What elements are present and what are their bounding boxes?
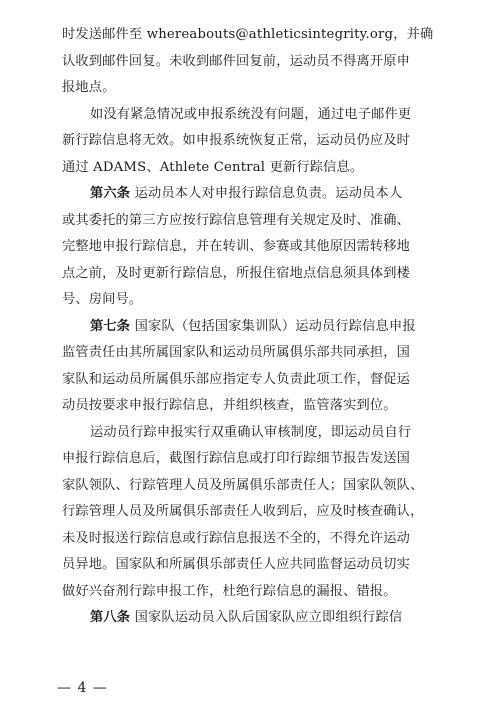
text-line: 申报行踪信息后，截图行踪信息或打印行踪细节报告发送国 xyxy=(62,451,411,466)
text-line: 认收到邮件回复。未收到邮件回复前，运动员不得离开原申 xyxy=(62,53,411,69)
article-first-line xyxy=(62,181,450,208)
text-line: 动员按要求申报行踪信息，并组织核查，监管落实到位。 xyxy=(62,398,397,413)
text-line: 时发送邮件至 whereabouts@athleticsintegrity.org，并确 xyxy=(62,27,434,42)
document-body xyxy=(62,22,450,632)
text-line: 或其委托的第三方应按行踪信息管理有关规定及时、准确、 xyxy=(62,212,411,228)
article-text: 国家队运动员入队后国家队应立即组织行踪信 xyxy=(134,610,403,625)
text-line: 通过 ADAMS、Athlete Central 更新行踪信息。 xyxy=(62,159,364,175)
article-first-line xyxy=(62,314,450,341)
article-heading: 第八条 xyxy=(90,610,131,625)
article-7 xyxy=(62,314,450,420)
text-line: 点之前，及时更新行踪信息，所报住宿地点信息须具体到楼 xyxy=(62,265,411,281)
text-line: 家队领队、行踪管理人员及所属俱乐部责任人；国家队领队、 xyxy=(62,477,424,493)
article-text: 国家队（包括国家集训队）运动员行踪信息申报 xyxy=(134,318,416,334)
text-line: 号、房间号。 xyxy=(62,292,143,307)
article-6 xyxy=(62,181,450,314)
text-line: 新行踪信息将无效。如申报系统恢复正常，运动员仍应及时 xyxy=(62,133,411,148)
text-line: 监管责任由其所属国家队和运动员所属俱乐部共同承担，国 xyxy=(62,345,411,360)
article-first-line xyxy=(62,605,450,632)
text-line: 做好兴奋剂行踪申报工作，杜绝行踪信息的漏报、错报。 xyxy=(62,583,397,599)
page-number: — 4 — xyxy=(57,680,108,696)
article-heading: 第七条 xyxy=(90,318,131,334)
paragraph-2 xyxy=(62,102,450,182)
article-text: 运动员本人对申报行踪信息负责。运动员本人 xyxy=(134,186,403,201)
text-line: 行踪管理人员及所属俱乐部责任人收到后，应及时核查确认， xyxy=(62,504,424,519)
article-heading: 第六条 xyxy=(90,186,131,201)
text-line: 完整地申报行踪信息，并在转训、参赛或其他原因需转移地 xyxy=(62,239,411,254)
paragraph-5 xyxy=(62,420,450,606)
text-line: 员异地。国家队和所属俱乐部责任人应共同监督运动员切实 xyxy=(62,557,411,572)
text-line: 运动员行踪申报实行双重确认审核制度，即运动员自行 xyxy=(90,424,412,440)
paragraph-1 xyxy=(62,22,450,102)
text-line: 家队和运动员所属俱乐部应指定专人负责此项工作，督促运 xyxy=(62,371,411,387)
text-line: 未及时报送行踪信息或行踪信息报送不全的，不得允许运动 xyxy=(62,530,411,546)
article-8 xyxy=(62,605,450,632)
text-line: 如没有紧急情况或申报系统没有问题，通过电子邮件更 xyxy=(90,106,412,122)
text-line: 报地点。 xyxy=(62,80,116,95)
